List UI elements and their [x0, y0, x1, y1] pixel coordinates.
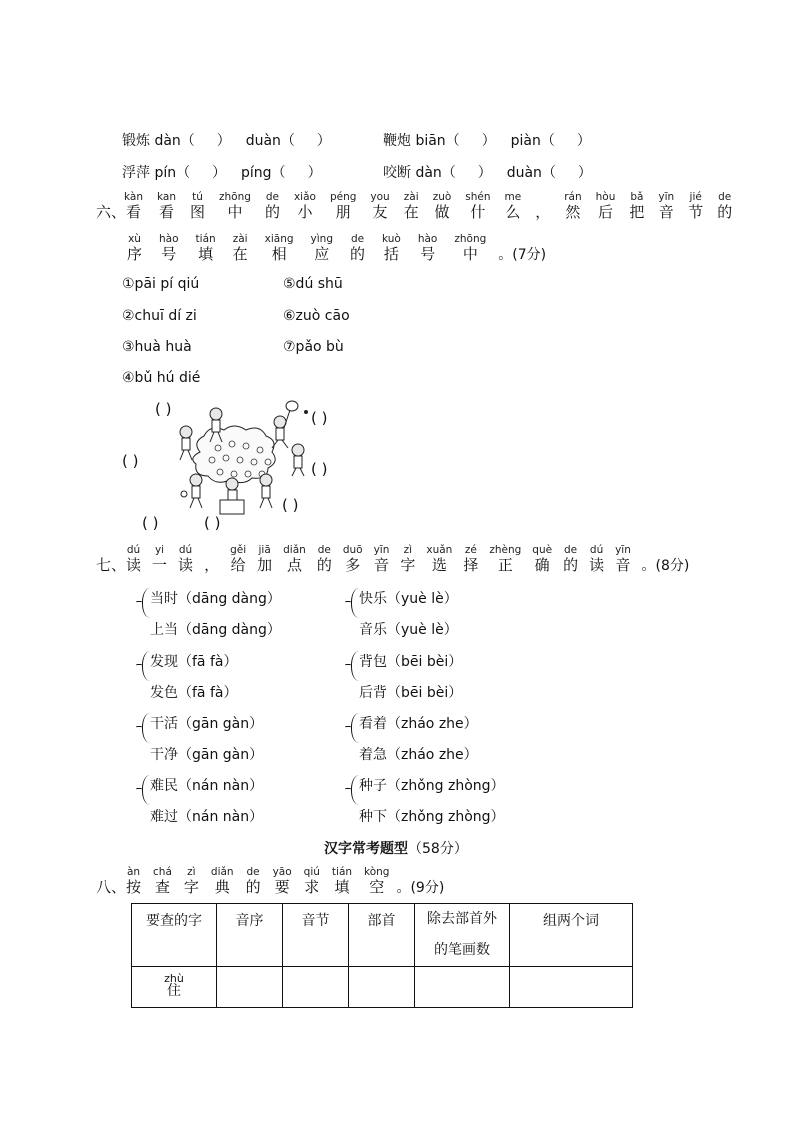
- pinyin-char: 典diǎn: [210, 866, 234, 896]
- q7-right-1b: 音乐（yuè lè）: [359, 622, 458, 638]
- pinyin-char: 然rán: [564, 191, 582, 221]
- header-char: 要查的字: [132, 904, 217, 967]
- pinyin-char: 括kuò: [382, 233, 401, 263]
- cell-yinjie[interactable]: [283, 967, 349, 1008]
- pinyin-char: 相xiāng: [264, 233, 294, 263]
- pinyin-char: 序xù: [127, 233, 143, 263]
- pinyin-char: 么me: [504, 191, 522, 221]
- pinyin-char: 要yāo: [272, 866, 292, 896]
- brace-left-2: [142, 651, 150, 681]
- header-bushou: 部首: [349, 904, 415, 967]
- pinyin-char: 友you: [370, 191, 390, 221]
- q7-right-4b: 种下（zhǒng zhòng）: [359, 809, 505, 825]
- header-words: 组两个词: [510, 904, 633, 967]
- pinyin-char: 小xiǎo: [293, 191, 316, 221]
- q5-row-1: 锻炼 dàn（ ） duàn（ ）: [122, 133, 331, 149]
- q6-heading: [96, 192, 746, 222]
- q6-option-3: ③huà huà: [122, 339, 192, 355]
- pinyin-char: ，: [535, 203, 551, 221]
- brace-right-4: [351, 775, 359, 805]
- q7-left-2b: 发色（fā fà）: [150, 685, 238, 701]
- brace-right-3: [351, 713, 359, 743]
- q6-option-5: ⑤dú shū: [283, 276, 343, 292]
- pinyin-char: 节jié: [688, 191, 704, 221]
- pinyin-char: 的de: [264, 191, 280, 221]
- q7-left-3b: 干净（gān gàn）: [150, 747, 264, 763]
- cell-yinxu[interactable]: [217, 967, 283, 1008]
- section-title: [324, 838, 468, 858]
- pinyin-char: 号hào: [159, 233, 179, 263]
- pinyin-char: 的de: [245, 866, 261, 896]
- brace-right-2: [351, 651, 359, 681]
- pinyin-char: 正zhèng: [489, 544, 522, 574]
- pinyin-char: 读dú: [126, 544, 142, 574]
- brace-left-4: [142, 775, 150, 805]
- pinyin-char: 确què: [532, 544, 553, 574]
- q7-right-3a: 看着（zháo zhe）: [359, 716, 478, 732]
- pinyin-char: 的de: [350, 233, 366, 263]
- q6-option-4: ④bǔ hú dié: [122, 370, 201, 386]
- pinyin-char: 把bǎ: [629, 191, 645, 221]
- q7-line: [126, 544, 641, 574]
- q8-score: 。(9分): [396, 880, 445, 896]
- pinyin-char: 空kòng: [364, 866, 390, 896]
- pinyin-char: 选xuǎn: [426, 544, 453, 574]
- q7-right-4a: 种子（zhǒng zhòng）: [359, 778, 505, 794]
- pinyin-char: 一yi: [152, 544, 168, 574]
- pinyin-char: 读dú: [589, 544, 605, 574]
- answer-paren-1[interactable]: ( ): [155, 400, 172, 418]
- q5-row-2-right: 咬断 dàn（ ） duàn（ ）: [383, 165, 592, 181]
- pinyin-char: 音yīn: [615, 544, 631, 574]
- q6-heading-line2: [127, 234, 546, 264]
- q7-right-1a: 快乐（yuè lè）: [359, 591, 458, 607]
- q6-line2: [127, 233, 498, 263]
- dictionary-table: [131, 903, 633, 1008]
- q8-line: [126, 866, 396, 896]
- header-yinjie: 音节: [283, 904, 349, 967]
- q7-left-1b: 上当（dāng dàng）: [150, 622, 281, 638]
- header-strokes: 除去部首外 的笔画数: [415, 904, 510, 967]
- header-yinxu: 音序: [217, 904, 283, 967]
- q5-r1-a: 锻炼 dàn（: [122, 133, 195, 149]
- q6-option-7: ⑦pǎo bù: [283, 339, 344, 355]
- cell-bushou[interactable]: [349, 967, 415, 1008]
- q7-left-1a: 当时（dāng dàng）: [150, 591, 281, 607]
- pinyin-char: 读dú: [178, 544, 194, 574]
- pinyin-char: 按àn: [126, 866, 142, 896]
- brace-left-1: [142, 588, 150, 618]
- pinyin-char: 应yìng: [310, 233, 333, 263]
- answer-paren-4[interactable]: ( ): [311, 460, 328, 478]
- pinyin-char: 填tián: [195, 233, 216, 263]
- section-score: （58分）: [408, 841, 468, 857]
- answer-paren-6[interactable]: ( ): [142, 514, 159, 532]
- pinyin-char: 多duō: [342, 544, 363, 574]
- answer-paren-2[interactable]: ( ): [311, 409, 328, 427]
- answer-paren-5[interactable]: ( ): [282, 496, 299, 514]
- cell-char: [132, 967, 217, 1008]
- pinyin-char: 中zhōng: [219, 191, 251, 221]
- cell-strokes[interactable]: [415, 967, 510, 1008]
- q7-right-3b: 着急（zháo zhe）: [359, 747, 478, 763]
- q8-heading: [96, 867, 444, 897]
- q7-score: 。(8分): [641, 558, 690, 574]
- q5-row-1-right: 鞭炮 biān（ ） piàn（ ）: [383, 133, 591, 149]
- pinyin-char: 朋péng: [329, 191, 357, 221]
- section-title-text: 汉字常考题型: [324, 841, 408, 857]
- pinyin-char: 在zài: [403, 191, 419, 221]
- pinyin-char: 看kàn: [124, 191, 144, 221]
- q7-right-2a: 背包（bēi bèi）: [359, 654, 463, 670]
- pinyin-char: 求qiú: [303, 866, 320, 896]
- pinyin-char: 音yīn: [658, 191, 675, 221]
- answer-paren-7[interactable]: ( ): [204, 514, 221, 532]
- brace-left-3: [142, 713, 150, 743]
- pinyin-char: 的de: [563, 544, 579, 574]
- q6-number: 六、: [96, 203, 127, 221]
- cell-words[interactable]: [510, 967, 633, 1008]
- pinyin-char: 音yīn: [373, 544, 390, 574]
- pinyin-char: 填tián: [331, 866, 353, 896]
- pinyin-char: 中zhōng: [454, 233, 487, 263]
- pinyin-char: 的de: [717, 191, 733, 221]
- pinyin-char: 查chá: [153, 866, 172, 896]
- q6-option-6: ⑥zuò cāo: [283, 308, 350, 324]
- pinyin-char: 看kan: [157, 191, 177, 221]
- table-row: [132, 967, 633, 1008]
- q7-left-4a: 难民（nán nàn）: [150, 778, 264, 794]
- q7-right-2b: 后背（bēi bèi）: [359, 685, 463, 701]
- pinyin-char: 号hào: [417, 233, 438, 263]
- pinyin-char: 后hòu: [595, 191, 616, 221]
- pinyin-char: 做zuò: [432, 191, 452, 221]
- q7-number: 七、: [96, 556, 127, 574]
- pinyin-char: 给gěi: [230, 544, 247, 574]
- pinyin-char: 字zì: [183, 866, 199, 896]
- q7-left-2a: 发现（fā fà）: [150, 654, 238, 670]
- q7-left-4b: 难过（nán nàn）: [150, 809, 264, 825]
- q6-line1: [124, 191, 746, 221]
- brace-right-1: [351, 588, 359, 618]
- q6-option-2: ②chuī dí zi: [122, 308, 197, 324]
- cell-char-pinyin: zhù: [164, 972, 184, 985]
- table-header-row: [132, 904, 633, 967]
- pinyin-char: 什shén: [465, 191, 491, 221]
- q6-score: 。(7分): [498, 247, 547, 263]
- q8-number: 八、: [96, 878, 127, 896]
- pinyin-char: 加jiā: [257, 544, 273, 574]
- answer-paren-3[interactable]: ( ): [122, 452, 139, 470]
- pinyin-char: 在zài: [232, 233, 248, 263]
- pinyin-char: 择zé: [463, 544, 479, 574]
- pinyin-char: 点diǎn: [283, 544, 306, 574]
- pinyin-char: 的de: [316, 544, 332, 574]
- pinyin-char: 图tú: [190, 191, 206, 221]
- q7-heading: [96, 545, 689, 575]
- cell-char-hanzi: 住: [167, 983, 181, 999]
- q5-row-2: 浮萍 pín（ ） píng（ ）: [122, 165, 322, 181]
- pinyin-char: 字zì: [400, 544, 416, 574]
- pinyin-char: ，: [204, 556, 220, 574]
- q7-left-3a: 干活（gān gàn）: [150, 716, 264, 732]
- q6-option-1: ①pāi pí qiú: [122, 276, 200, 292]
